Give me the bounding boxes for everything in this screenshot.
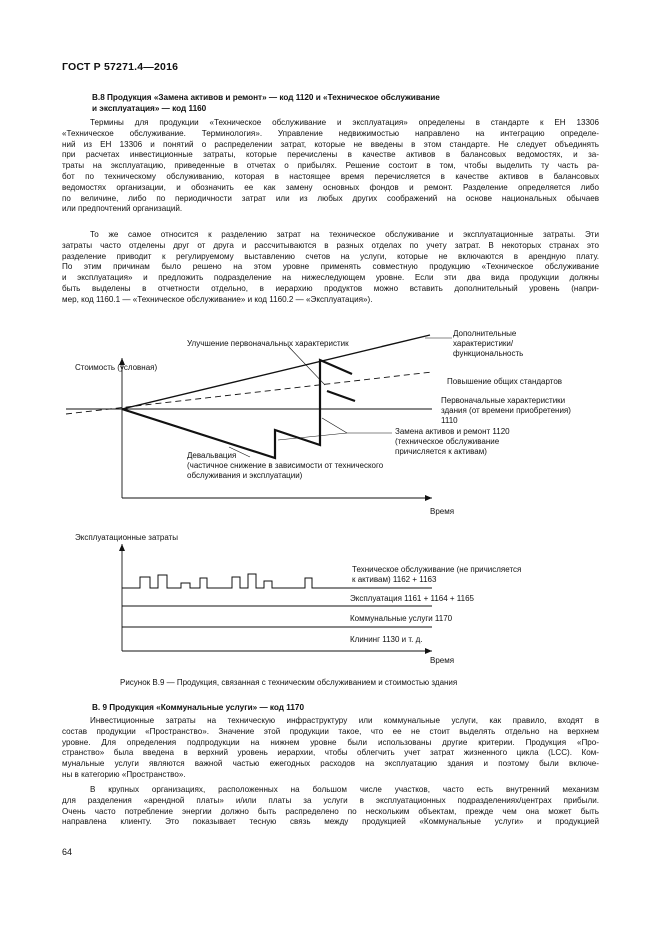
heading-line: В.8 Продукция «Замена активов и ремонт» — код 1120 и «Техническое обслуживание [92,93,440,102]
text-line: по величине, либо по периодичности затрат или из любых других соображений на основе национальных обычаев [62,193,599,203]
label-initial-2: здания (от времени приобретения) [441,406,571,415]
text-line: странство» была введена в верхний уровень иерархии, чтобы облегчить учет затрат жизненного цикла (LCC). Ком- [62,748,599,758]
text-line: направлена клиенту. Это показывает тесную связь между продукцией «Коммунальные услуги» и продукцией [62,817,599,827]
label-improvement: Улучшение первоначальных характеристик [187,339,349,348]
text-line: для разделения «арендной платы» и/или платы за услуги в эксплуатационных подразделениях/центрах прибыли. [62,795,599,805]
figure-b9 [0,320,661,675]
label-initial-3: 1110 [441,416,458,425]
text-line: ведомостях организации, и обозначить ее как замену основных фондов и ремонт. Разделение определяется либо [62,182,599,192]
text-line: «Техническое обслуживание. Терминология». Управление недвижимостью направлено на интеграцию определе- [62,128,599,138]
text-line: То же самое относится к разделению затрат на техническое обслуживание и эксплуатационные затраты. Эти [90,230,599,239]
band-cleaning: Клининг 1130 и т. д. [350,635,423,644]
section-heading-b8 [92,92,602,114]
text-line: или предпочтений организаций. [62,204,183,214]
post-replacement-line [327,391,355,401]
text-line: ны в категорию «Пространство». [62,769,186,779]
paragraph-b8-2 [62,230,599,306]
x-axis-label-top: Время [430,507,455,516]
text-line: уровне. Для определения подпродукции на нижнем уровне были использованы другие критерии. Продукция «Про- [62,737,599,747]
text-line: мер, код 1160.1 — «Техническое обслуживание» и код 1160.2 — «Эксплуатация»). [62,294,373,304]
label-devaluation-1: Девальвация [187,451,237,460]
text-line: ний из ЕН 13306 и понятий о распределении затрат, которые не введены в этом стандарте. Не следует объединять [62,139,599,149]
figure-caption: Рисунок В.9 — Продукция, связанная с техническим обслуживанием и стоимостью здания [120,678,458,687]
label-replacement-2: (техническое обслуживание [395,437,500,446]
text-line: состав продукции «Пространство». Значение этой продукции такое, что ее не стоит выделять отдельно на верхнем [62,726,599,736]
text-line: при расчетах инвестиционные затраты, которые перечислены в качестве активов в балансовых ведомостях, и за- [62,150,599,160]
label-standards: Повышение общих стандартов [447,377,563,386]
text-line: мунальные услуги являются важной частью ежегодных расходов на эксплуатацию здания и поэтому были включе- [62,759,599,769]
page-number: 64 [62,847,73,857]
label-additional-1: Дополнительные [453,329,517,338]
text-line: разделение приводит к регулируемому выставлению счетов на услуги, которые не включаются в арендную плату. [62,251,599,261]
text-line: быть выделены в отчетности отдельно, в иерархию продуктов можно вставить дополнительный уровень (напри- [62,283,599,293]
label-devaluation-2: (частичное снижение в зависимости от технического [187,461,384,470]
label-replacement-1: Замена активов и ремонт 1120 [395,427,510,436]
text-line: В крупных организациях, расположенных на большом числе участков, часто есть внутренний механизм [90,785,599,794]
label-replacement-3: причисляется к активам) [395,447,487,456]
text-line: затраты часто отделены друг от друга и рассчитываются в разных отделах по учету затрат. В некоторых странах это [62,240,599,250]
text-line: По этим причинам было решено на этом уровне применять совместную продукцию «Техническое обслуживание [62,262,599,272]
paragraph-b9-2 [62,785,599,828]
text-line: Очень часто потребление энергии должно быть распределено по нескольким объектам, прежде чем она может быть [62,806,599,816]
page-header: ГОСТ Р 57271.4—2016 [62,61,179,73]
paragraph-b8-1 [62,118,599,215]
label-initial-1: Первоначальные характеристики [441,396,566,405]
band-utilities: Коммунальные услуги 1170 [350,614,453,623]
y-axis-label-bottom: Эксплуатационные затраты [75,533,179,542]
band-operation: Эксплуатация 1161 + 1164 + 1165 [350,594,474,603]
paragraph-b9-1 [62,716,599,781]
x-axis-label-bottom: Время [430,656,455,665]
label-additional-2: характеристики/ [453,339,514,348]
label-devaluation-3: обслуживания и эксплуатации) [187,471,303,480]
label-additional-3: функциональность [453,349,524,358]
text-line: Термины для продукции «Техническое обслуживание и эксплуатация» определены в стандарте к ЕН 13306 [90,118,599,127]
section-heading-b9: В. 9 Продукция «Коммунальные услуги» — код 1170 [92,703,305,712]
band-maintenance-1: Техническое обслуживание (не причисляется [352,565,522,574]
text-line: Инвестиционные затраты на техническую инфраструктуру или коммунальные услуги, как правило, входят в [90,716,599,725]
y-axis-label-top: Стоимость (условная) [75,363,158,372]
band-maintenance-2: к активам) 1162 + 1163 [352,575,437,584]
text-line: бот по техническому обслуживанию, которая в настоящее время перечисляется в качестве активов в балансовых [62,171,599,181]
heading-line: и эксплуатация» — код 1160 [92,104,207,113]
leader-replacement-2 [322,418,347,433]
text-line: траты на эксплуатацию, приведенные в отчетах о прибылях. Решение состоит в том, чтобы выделить ту часть ра- [62,161,599,171]
text-line: и эксплуатация» и предложить подразделение на нижеследующем уровне. Если эти два вида продукции должны [62,273,599,283]
